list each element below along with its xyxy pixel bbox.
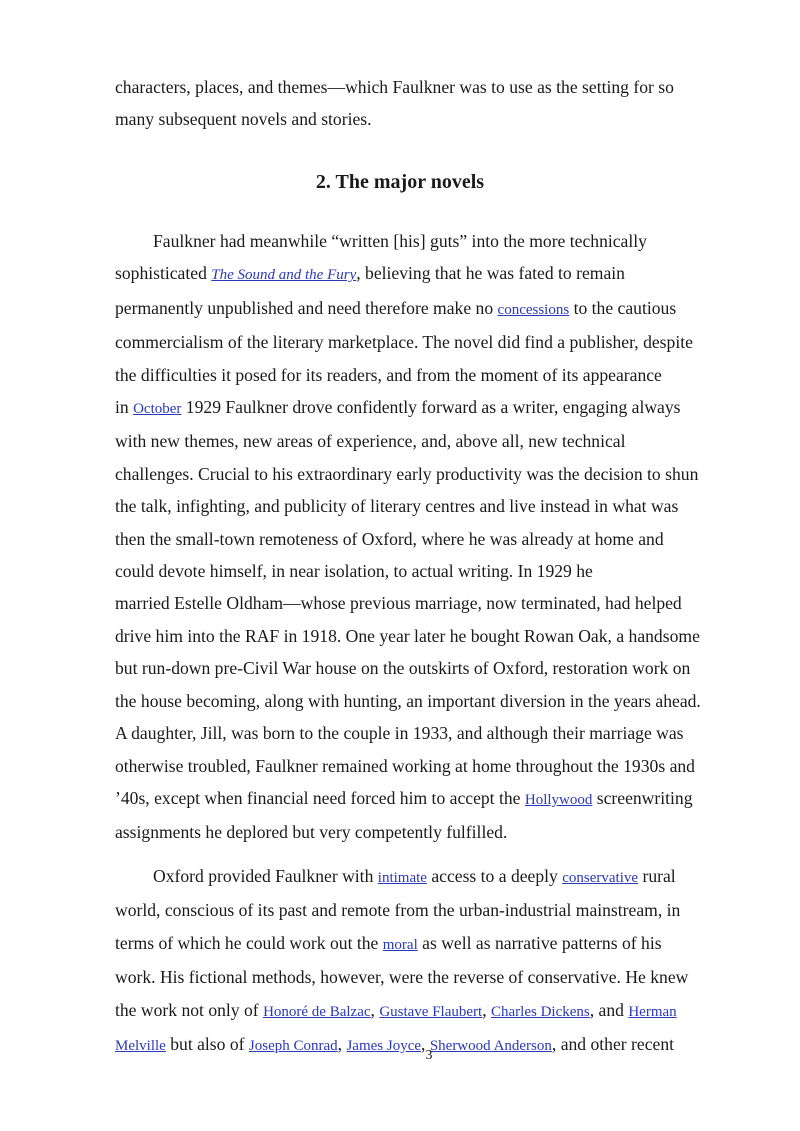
text-line: the talk, infighting, and publicity of literary centres and live instead in what was: [115, 496, 679, 517]
text-line: many subsequent novels and stories.: [115, 109, 372, 130]
text-line: Oxford provided Faulkner with intimate access to a deeply conservative rural: [153, 866, 676, 886]
text-line: commercialism of the literary marketplace. The novel did find a publisher, despite: [115, 332, 693, 353]
text-line: in October 1929 Faulkner drove confidently forward as a writer, engaging always: [115, 397, 681, 418]
text-line: could devote himself, in near isolation, to actual writing. In 1929 he: [115, 561, 593, 582]
text-line: sophisticated The Sound and the Fury, believing that he was fated to remain: [115, 263, 625, 284]
section-heading: 2. The major novels: [315, 171, 485, 193]
link-charles-dickens[interactable]: Charles Dickens: [491, 1003, 590, 1020]
text-line: drive him into the RAF in 1918. One year later he bought Rowan Oak, a handsome: [115, 625, 700, 646]
link-honore-de-balzac[interactable]: Honoré de Balzac: [263, 1003, 371, 1020]
text-line: Faulkner had meanwhile “written [his] guts” into the more technically: [153, 231, 647, 251]
paragraph-major-novels-2: [115, 860, 743, 1062]
text-line: the difficulties it posed for its readers, and from the moment of its appearance: [115, 364, 662, 385]
link-conservative[interactable]: conservative: [562, 870, 639, 886]
link-gustave-flaubert[interactable]: Gustave Flaubert: [379, 1003, 483, 1020]
text-line: characters, places, and themes—which Faulkner was to use as the setting for so: [115, 77, 674, 97]
text-line: terms of which he could work out the moral as well as narrative patterns of his: [115, 932, 662, 953]
link-sherwood-anderson[interactable]: Sherwood Anderson: [429, 1038, 552, 1055]
link-october[interactable]: October: [133, 401, 182, 418]
text-line: ’40s, except when financial need forced him to accept the Hollywood screenwriting: [115, 787, 693, 808]
text-line: A daughter, Jill, was born to the couple in 1933, and although their marriage was: [115, 723, 684, 744]
text-line: with new themes, new areas of experience, and, above all, new technical: [115, 431, 626, 452]
page-number: 3: [425, 1048, 433, 1063]
text-line: then the small-town remoteness of Oxford, where he was already at home and: [115, 528, 664, 549]
paragraph-major-novels-1: [115, 225, 743, 849]
link-intimate[interactable]: intimate: [377, 870, 427, 886]
text-line: world, conscious of its past and remote from the urban-industrial mainstream, in: [115, 900, 681, 921]
text-line: Melville but also of Joseph Conrad, James Joyce, Sherwood Anderson, and other recent: [115, 1034, 675, 1055]
text-line: otherwise troubled, Faulkner remained working at home throughout the 1930s and: [115, 755, 695, 776]
text-line: the house becoming, along with hunting, an important diversion in the years ahead.: [115, 690, 701, 711]
link-herman-melville[interactable]: Herman: [628, 1003, 677, 1020]
link-joseph-conrad[interactable]: Joseph Conrad: [248, 1038, 338, 1055]
text-line: permanently unpublished and need therefore make no concessions to the cautious: [115, 297, 677, 318]
link-the-sound-and-the-fury[interactable]: The Sound and the Fury: [211, 267, 357, 284]
link-hollywood[interactable]: Hollywood: [524, 791, 593, 808]
text-line: but run-down pre-Civil War house on the outskirts of Oxford, restoration work on: [115, 658, 691, 679]
link-james-joyce[interactable]: James Joyce: [346, 1038, 422, 1055]
text-line: challenges. Crucial to his extraordinary early productivity was the decision to shun: [115, 463, 699, 484]
link-herman-melville[interactable]: Melville: [115, 1038, 166, 1055]
text-line: married Estelle Oldham—whose previous marriage, now terminated, had helped: [115, 593, 682, 614]
text-line: assignments he deplored but very competently fulfilled.: [115, 822, 508, 843]
intro-paragraph: [115, 71, 743, 136]
text-line: work. His fictional methods, however, were the reverse of conservative. He knew: [115, 967, 689, 988]
link-moral[interactable]: moral: [382, 936, 418, 953]
text-line: the work not only of Honoré de Balzac, Gustave Flaubert, Charles Dickens, and Herman: [115, 999, 677, 1020]
link-concessions[interactable]: concessions: [497, 301, 570, 318]
